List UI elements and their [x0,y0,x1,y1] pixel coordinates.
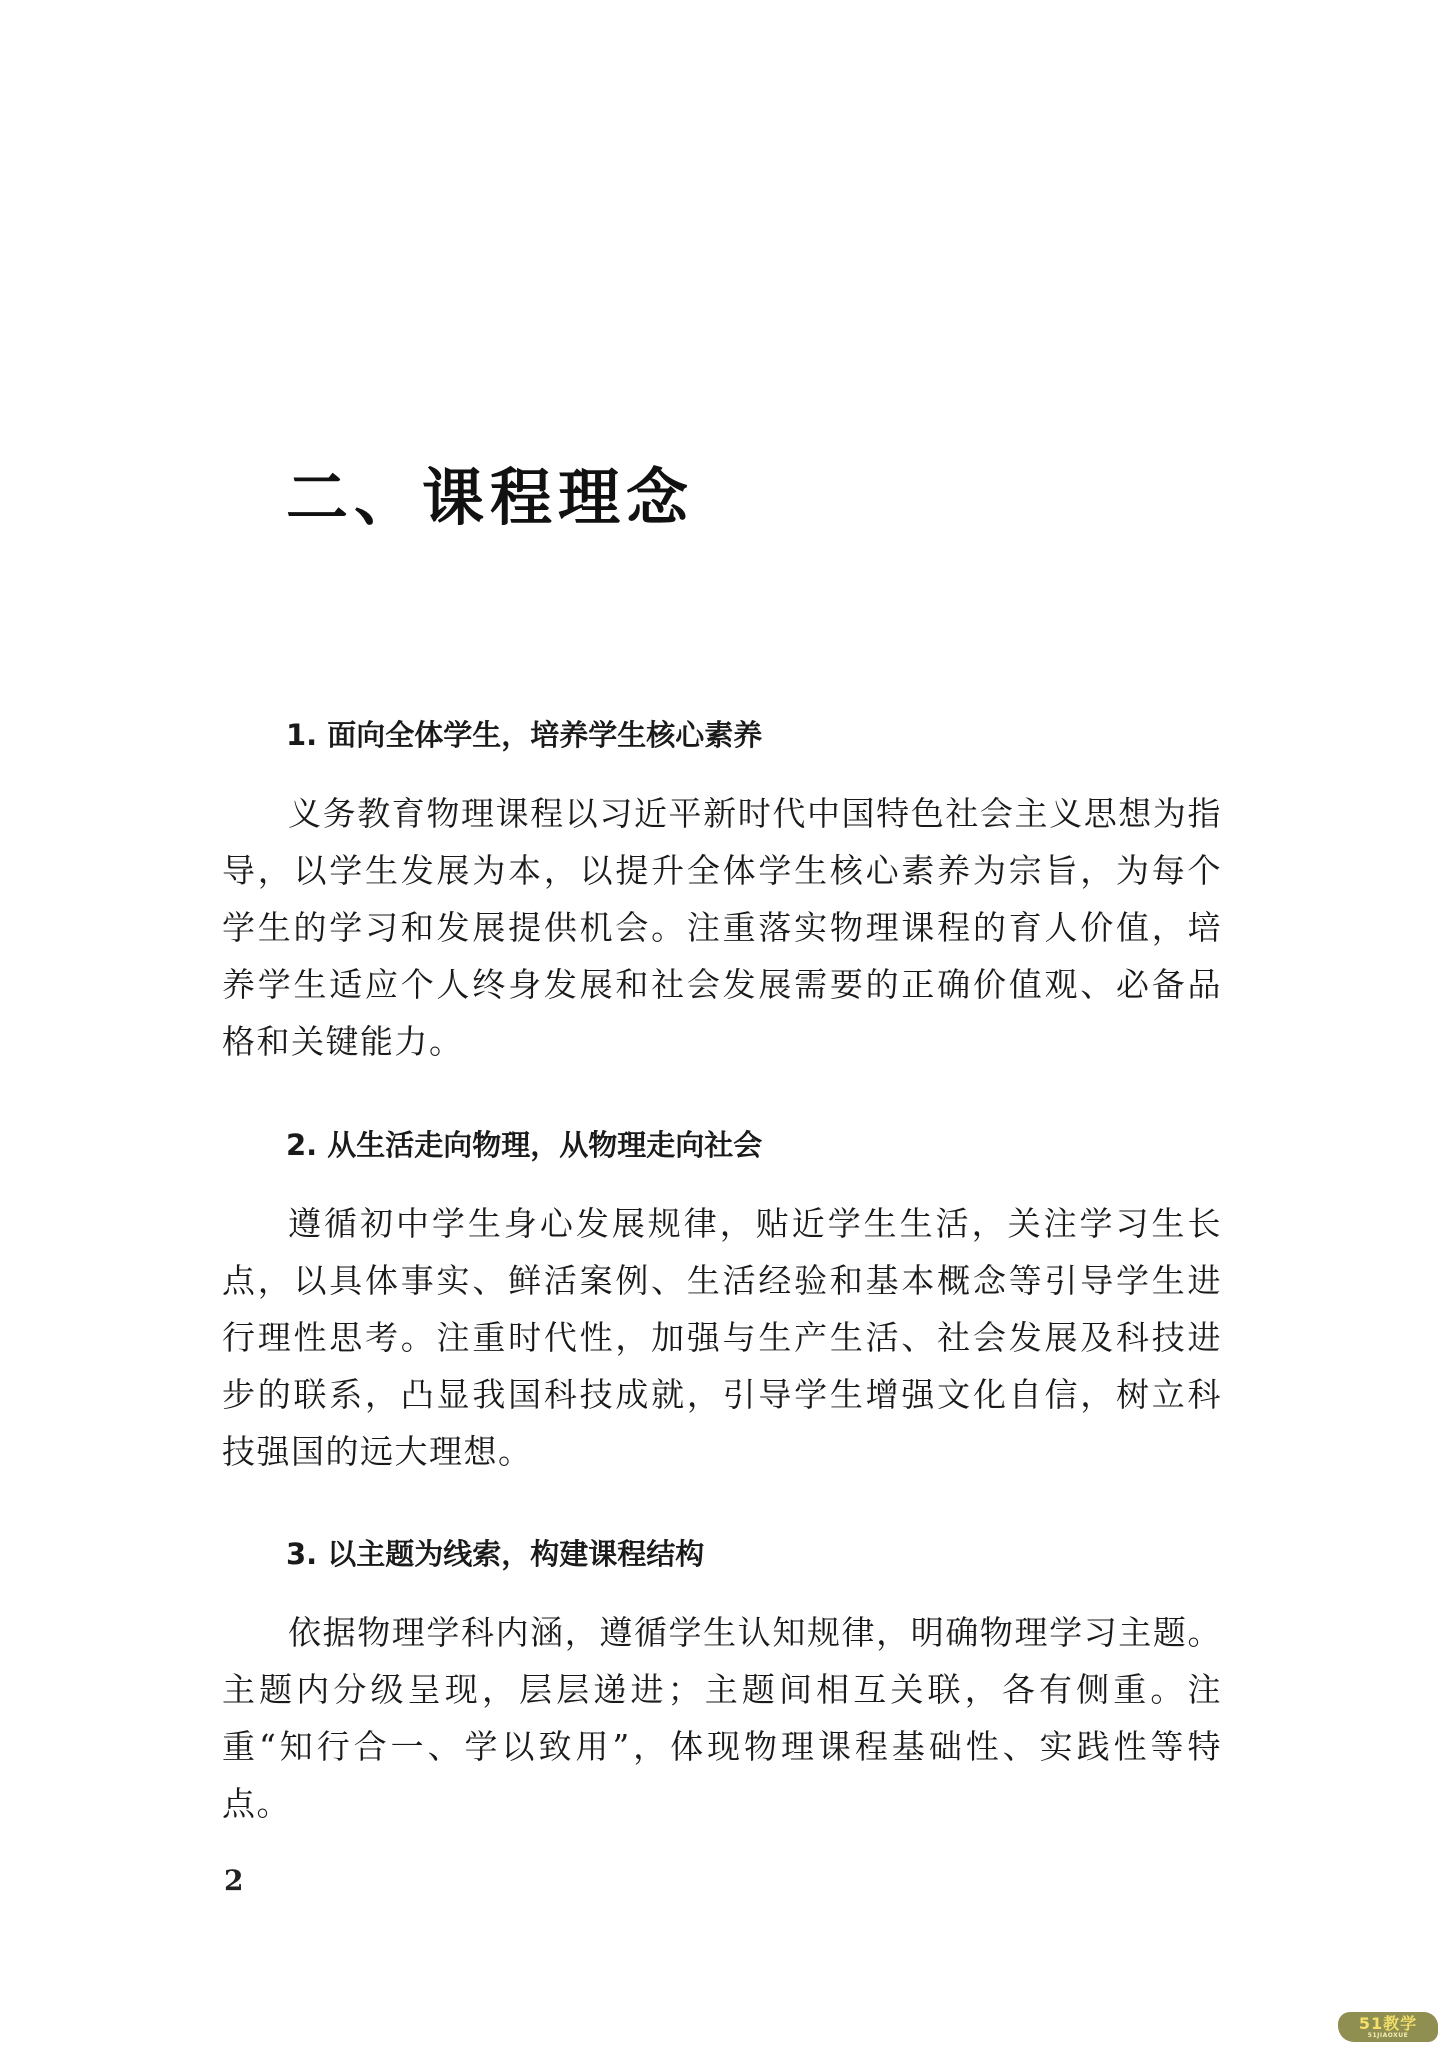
chapter-title: 二、课程理念 [286,461,695,534]
section-heading: 2. 从生活走向物理，从物理走向社会 [286,1128,763,1162]
section-heading: 3. 以主题为线索，构建课程结构 [286,1537,705,1571]
section-3 [222,1534,1222,1832]
watermark-subtext: 51JIAOXUE [1367,2031,1409,2039]
watermark-logo [1338,2012,1438,2042]
section-body: 遵循初中学生身心发展规律，贴近学生生活，关注学习生长点，以具体事实、鲜活案例、生活经验和基本概念等引导学生进行理性思考。注重时代性，加强与生产生活、社会发展及科技进步的联系，凸显我国科技成就，引导学生增强文化自信，树立科技强国的远大理想。 [222,1204,1222,1471]
section-1 [222,715,1222,1070]
section-body: 依据物理学科内涵，遵循学生认知规律，明确物理学习主题。主题内分级呈现，层层递进；主题间相互关联，各有侧重。注重“知行合一、学以致用”，体现物理课程基础性、实践性等特点。 [222,1613,1222,1823]
section-2 [222,1125,1222,1480]
page-number: 2 [224,1864,244,1897]
watermark-text: 51教学 [1358,2013,1418,2033]
section-body: 义务教育物理课程以习近平新时代中国特色社会主义思想为指导，以学生发展为本，以提升全体学生核心素养为宗旨，为每个学生的学习和发展提供机会。注重落实物理课程的育人价值，培养学生适应个人终身发展和社会发展需要的正确价值观、必备品格和关键能力。 [222,794,1222,1061]
section-heading: 1. 面向全体学生，培养学生核心素养 [286,718,763,752]
